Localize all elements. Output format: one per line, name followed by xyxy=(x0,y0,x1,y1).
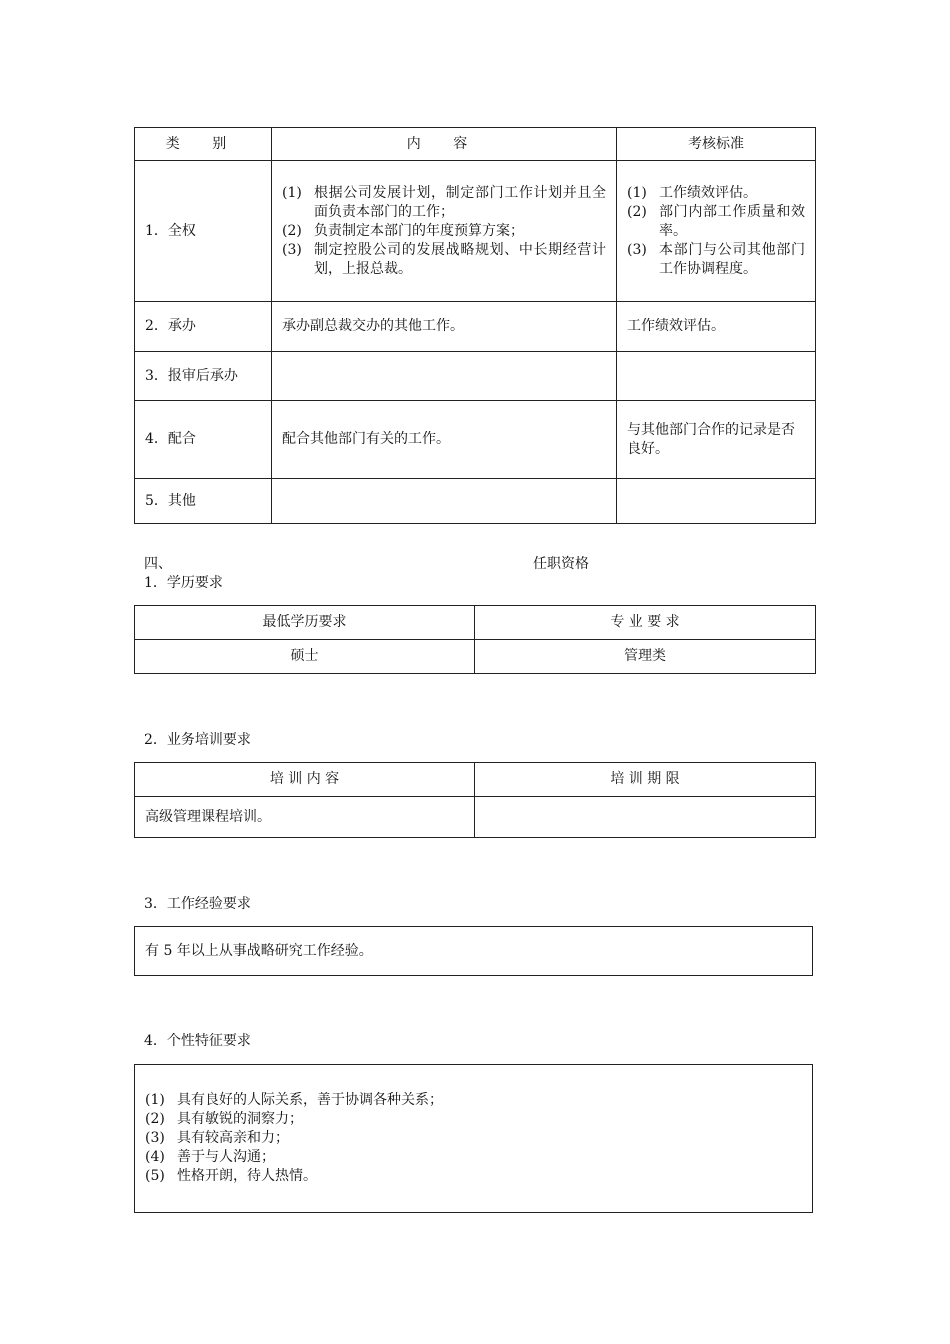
list-item xyxy=(282,184,606,222)
table-row xyxy=(135,161,816,302)
item-text: 具有良好的人际关系，善于协调各种关系； xyxy=(177,1092,443,1108)
table-header-row xyxy=(135,606,816,640)
row-content xyxy=(272,352,617,401)
item-text: 性格开朗，待人热情。 xyxy=(177,1168,317,1184)
item-text: 制定控股公司的发展战略规划、中长期经营计划，上报总裁。 xyxy=(314,241,606,277)
list-item xyxy=(145,1110,812,1129)
row-category: 1．全权 xyxy=(135,161,272,302)
table-row xyxy=(135,302,816,352)
item-text: 部门内部工作质量和效率。 xyxy=(659,203,805,239)
duty-table xyxy=(134,127,816,524)
row-standard xyxy=(617,352,816,401)
list-item xyxy=(145,1167,812,1186)
item-number: (1) xyxy=(145,1092,165,1108)
header-standard: 考核标准 xyxy=(617,128,816,161)
education-table xyxy=(134,605,816,674)
experience-text: 有 5 年以上从事战略研究工作经验。 xyxy=(145,942,373,959)
item-number: (3) xyxy=(282,241,302,258)
list-item xyxy=(627,184,805,203)
value-min-education: 硕士 xyxy=(135,640,475,674)
item-text: 具有敏锐的洞察力； xyxy=(177,1111,303,1127)
section-title: 任职资格 xyxy=(533,556,589,572)
row-content xyxy=(272,161,617,302)
item-text: 善于与人沟通； xyxy=(177,1149,275,1165)
table-row xyxy=(135,401,816,479)
section-number: 四、 xyxy=(144,556,172,572)
header-category: 类 别 xyxy=(135,128,272,161)
item-number: (2) xyxy=(282,222,302,239)
list-item xyxy=(627,241,805,279)
personality-box xyxy=(134,1064,813,1213)
training-table xyxy=(134,762,816,838)
item-number: (4) xyxy=(145,1149,165,1165)
header-training-period: 培 训 期 限 xyxy=(475,763,816,797)
row-standard: 工作绩效评估。 xyxy=(617,302,816,352)
table-row xyxy=(135,640,816,674)
item-text: 本部门与公司其他部门工作协调程度。 xyxy=(659,241,805,277)
item-number: (2) xyxy=(145,1111,165,1127)
table-row xyxy=(135,479,816,524)
row-standard xyxy=(617,161,816,302)
personality-title: 4．个性特征要求 xyxy=(144,1033,251,1049)
item-number: (1) xyxy=(627,184,647,201)
item-text: 根据公司发展计划，制定部门工作计划并且全面负责本部门的工作； xyxy=(314,184,606,220)
item-number: (5) xyxy=(145,1168,165,1184)
list-item xyxy=(282,241,606,279)
list-item xyxy=(145,1129,812,1148)
header-min-education: 最低学历要求 xyxy=(135,606,475,640)
row-category: 5．其他 xyxy=(135,479,272,524)
row-category: 2．承办 xyxy=(135,302,272,352)
table-row xyxy=(135,797,816,838)
item-text: 负责制定本部门的年度预算方案； xyxy=(314,222,524,239)
row-category: 3．报审后承办 xyxy=(135,352,272,401)
row-standard: 与其他部门合作的记录是否良好。 xyxy=(617,401,816,479)
item-number: (3) xyxy=(145,1130,165,1146)
list-item xyxy=(282,222,606,241)
row-standard xyxy=(617,479,816,524)
row-content: 承办副总裁交办的其他工作。 xyxy=(272,302,617,352)
table-header-row xyxy=(135,763,816,797)
item-number: (3) xyxy=(627,241,647,258)
header-major: 专 业 要 求 xyxy=(475,606,816,640)
header-training-content: 培 训 内 容 xyxy=(135,763,475,797)
table-row xyxy=(135,352,816,401)
list-item xyxy=(145,1091,812,1110)
row-content: 配合其他部门有关的工作。 xyxy=(272,401,617,479)
item-number: (2) xyxy=(627,203,647,220)
training-title: 2．业务培训要求 xyxy=(144,732,251,748)
value-training-period xyxy=(475,797,816,838)
value-training-content: 高级管理课程培训。 xyxy=(135,797,475,838)
duty-table-header xyxy=(135,128,816,161)
item-text: 工作绩效评估。 xyxy=(659,184,757,201)
education-title: 1．学历要求 xyxy=(144,575,223,591)
experience-box xyxy=(134,926,813,976)
row-category: 4．配合 xyxy=(135,401,272,479)
experience-title: 3．工作经验要求 xyxy=(144,896,251,912)
list-item xyxy=(145,1148,812,1167)
item-number: (1) xyxy=(282,184,302,201)
item-text: 具有较高亲和力； xyxy=(177,1130,289,1146)
value-major: 管理类 xyxy=(475,640,816,674)
list-item xyxy=(627,203,805,241)
header-content: 内 容 xyxy=(272,128,617,161)
row-content xyxy=(272,479,617,524)
